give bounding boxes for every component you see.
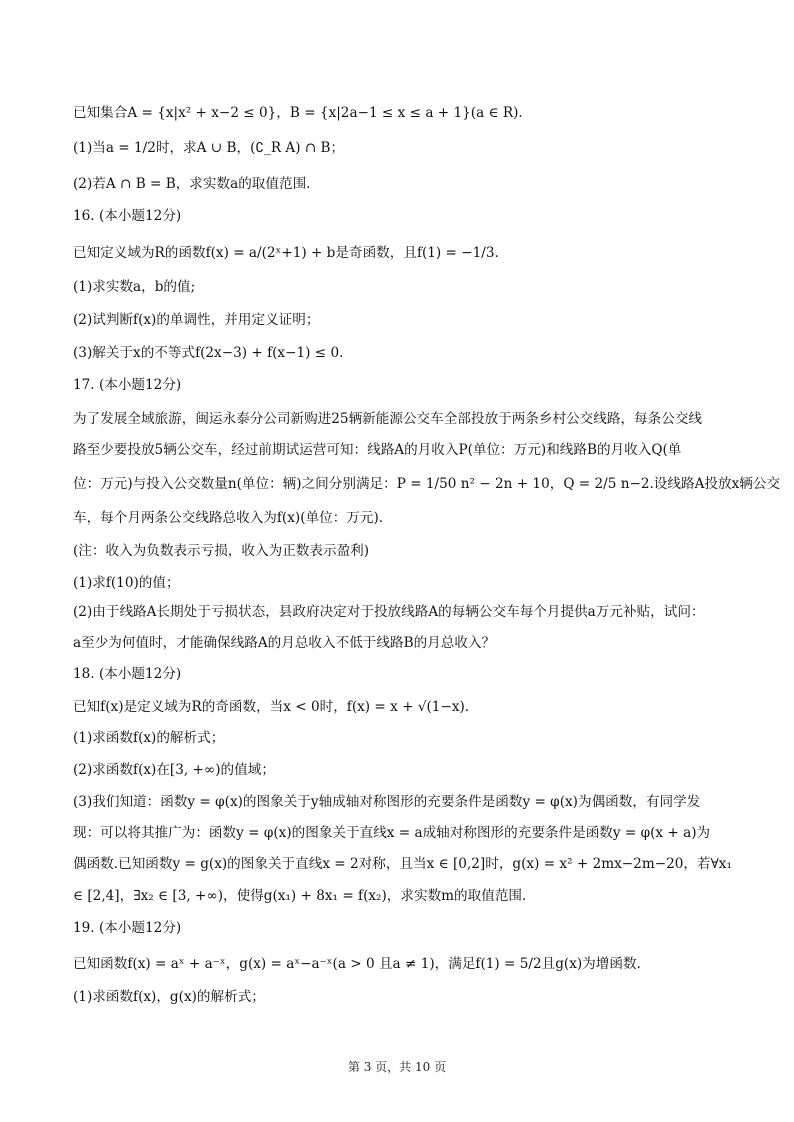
text-line: 为了发展全域旅游，闽运永泰分公司新购进25辆新能源公交车全部投放于两条乡村公交线路，每条公交线 [73,411,703,427]
text-line: ∈ [2,4]，∃x₂ ∈ [3, +∞)，使得g(x₁) + 8x₁ = f(x₂)，求实数m的取值范围. [73,888,527,904]
text-line: (2)若A ∩ B = B，求实数a的取值范围. [73,176,311,192]
text-line: (1)求f(10)的值； [73,575,180,591]
page-number: 第 3 页，共 10 页 [347,1060,447,1074]
text-line: (1)求实数a，b的值; [73,279,196,295]
text-line: 已知定义域为R的函数f(x) = a/(2ˣ+1) + b是奇函数，且f(1) = −1/3. [73,245,499,261]
text-line: 已知f(x)是定义域为R的奇函数，当x < 0时，f(x) = x + √(1−x). [73,699,470,715]
text-line: (2)求函数f(x)在[3, +∞)的值域； [73,762,275,778]
text-line: (1)求函数f(x)的解析式； [73,730,225,746]
text-line: 已知集合A = {x|x² + x−2 ≤ 0}，B = {x|2a−1 ≤ x ≤ a + 1}(a ∈ R). [73,105,523,121]
text-line: (2)由于线路A长期处于亏损状态，县政府决定对于投放线路A的每辆公交车每个月提供a万元补贴，试问： [73,604,705,620]
text-line: 现：可以将其推广为：函数y = φ(x)的图象关于直线x = a成轴对称图形的充要条件是函数y = φ(x + a)为 [73,825,711,841]
text-line: 车，每个月两条公交线路总收入为f(x)(单位：万元). [73,510,384,526]
text-line: 已知函数f(x) = aˣ + a⁻ˣ，g(x) = aˣ−a⁻ˣ(a > 0 且a ≠ 1)，满足f(1) = 5/2且g(x)为增函数. [73,956,641,972]
text-line: (3)我们知道：函数y = φ(x)的图象关于y轴成轴对称图形的充要条件是函数y = φ(x)为偶函数，有同学发 [73,794,701,810]
text-line: 路至少要投放5辆公交车，经过前期试运营可知：线路A的月收入P(单位：万元)和线路B的月收入Q(单 [73,442,682,458]
text-line: (1)当a = 1/2时，求A ∪ B，(∁_R A) ∩ B； [73,140,345,156]
text-line: (注：收入为负数表示亏损，收入为正数表示盈利) [73,543,370,559]
text-line: (2)试判断f(x)的单调性，并用定义证明； [73,312,320,328]
text-line: 位：万元)与投入公交数量n(单位：辆)之间分别满足：P = 1/50 n² − 2n + 10，Q = 2/5 n−2.设线路A投放x辆公交 [73,476,781,492]
question-heading: 17. (本小题12分) [73,377,182,393]
text-line: a至少为何值时，才能确保线路A的月总收入不低于线路B的月总收入？ [73,635,496,651]
text-line: (3)解关于x的不等式f(2x−3) + f(x−1) ≤ 0. [73,345,344,361]
text-line: 偶函数.已知函数y = g(x)的图象关于直线x = 2对称，且当x ∈ [0,2]时，g(x) = x² + 2mx−2m−20，若∀x₁ [73,856,732,872]
question-heading: 16. (本小题12分) [73,208,182,224]
question-heading: 18. (本小题12分) [73,666,182,682]
text-line: (1)求函数f(x)，g(x)的解析式； [73,989,265,1005]
question-heading: 19. (本小题12分) [73,920,182,936]
